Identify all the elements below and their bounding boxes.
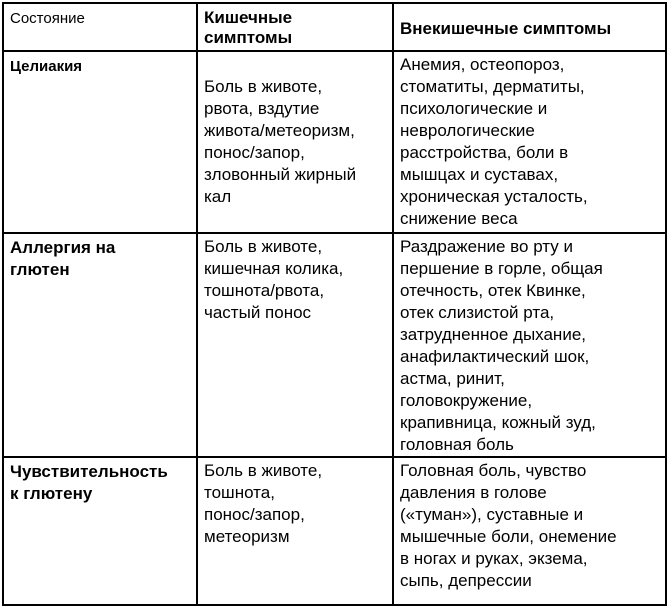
header-intestinal-line: Кишечные [204, 8, 293, 27]
text-line: кишечная колика, [204, 259, 344, 278]
text-line: рвота, вздутие [204, 99, 320, 118]
text-line: неврологические [400, 121, 535, 140]
table-row [3, 51, 666, 233]
text-line: мышцах и суставах, [400, 165, 559, 184]
text-line: хроническая усталость, [400, 187, 588, 206]
text-line: тошнота/рвота, [204, 281, 325, 300]
text-line: Боль в животе, [204, 77, 323, 96]
symptoms-table [2, 2, 667, 606]
header-intestinal-line: симптомы [204, 28, 293, 47]
header-intestinal [197, 3, 393, 51]
text-line: в ногах и руках, экзема, [400, 549, 588, 568]
condition-line: Чувствительность [10, 462, 168, 481]
text-line: живота/метеоризм, [204, 121, 355, 140]
extraintestinal-cell [393, 233, 666, 457]
text-line: мышечные боли, онемение [400, 527, 617, 546]
header-extraintestinal [393, 3, 666, 51]
text-line: стоматиты, дерматиты, [400, 77, 585, 96]
text-line: частый понос [204, 303, 312, 322]
condition-line: Аллергия на [10, 238, 116, 257]
text-line: зловонный жирный [204, 165, 357, 184]
text-line: головокружение, [400, 391, 533, 410]
text-line: сыпь, депрессии [400, 571, 532, 590]
text-line: Головная боль, чувство [400, 461, 587, 480]
text-line: («туман»), суставные и [400, 505, 584, 524]
table-row [3, 233, 666, 457]
text-line: першение в горле, общая [400, 259, 603, 278]
text-line: Раздражение во рту и [400, 237, 573, 256]
text-line: отечность, отек Квинке, [400, 281, 586, 300]
condition-cell [3, 51, 197, 233]
header-state [3, 3, 197, 51]
text-line: отек слизистой рта, [400, 303, 555, 322]
extraintestinal-cell [393, 457, 666, 605]
text-line: понос/запор, [204, 505, 305, 524]
header-state-label: Состояние [10, 10, 85, 27]
text-line: головная боль [400, 435, 514, 454]
text-line: давления в голове [400, 483, 547, 502]
header-extraintestinal-label: Внекишечные симптомы [400, 19, 612, 38]
text-line: метеоризм [204, 527, 290, 546]
intestinal-cell [197, 51, 393, 233]
condition-cell [3, 457, 197, 605]
intestinal-cell [197, 233, 393, 457]
text-line: анафилактический шок, [400, 347, 590, 366]
condition-line: к глютену [10, 484, 93, 503]
condition-line: Целиакия [10, 58, 83, 75]
text-line: Боль в животе, [204, 461, 323, 480]
text-line: кал [204, 187, 232, 206]
extraintestinal-cell [393, 51, 666, 233]
text-line: расстройства, боли в [400, 143, 569, 162]
text-line: крапивница, кожный зуд, [400, 413, 596, 432]
condition-line: глютен [10, 260, 70, 279]
text-line: затрудненное дыхание, [400, 325, 586, 344]
text-line: Анемия, остеопороз, [400, 55, 565, 74]
header-row [3, 3, 666, 51]
table-row [3, 457, 666, 605]
text-line: астма, ринит, [400, 369, 505, 388]
intestinal-cell [197, 457, 393, 605]
text-line: Боль в животе, [204, 237, 323, 256]
text-line: тошнота, [204, 483, 275, 502]
text-line: понос/запор, [204, 143, 305, 162]
text-line: психологические и [400, 99, 548, 118]
condition-cell [3, 233, 197, 457]
text-line: снижение веса [400, 209, 518, 228]
